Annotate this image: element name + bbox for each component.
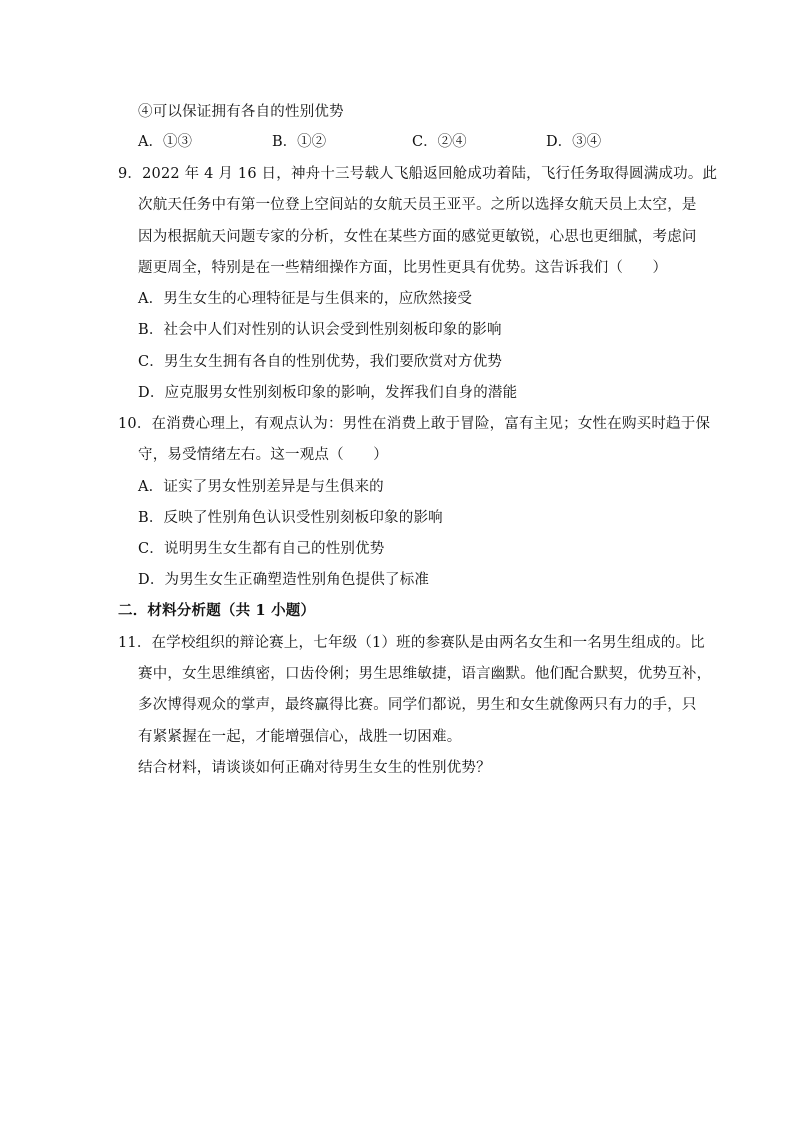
- q8-option-b[interactable]: B．①②: [272, 134, 327, 150]
- q8-option-c[interactable]: C．②④: [412, 134, 467, 150]
- q9-option-c[interactable]: C．男生女生拥有各自的性别优势，我们要欣赏对方优势: [138, 354, 503, 370]
- q8-options: [138, 132, 638, 152]
- section-2-heading: 二．材料分析题（共 1 小题）: [118, 602, 316, 619]
- q10-option-a[interactable]: A．证实了男女性别差异是与生俱来的: [138, 479, 384, 495]
- q9-line-3: 因为根据航天问题专家的分析，女性在某些方面的感觉更敏锐，心思也更细腻，考虑问: [138, 229, 697, 245]
- q11-line-2: 赛中，女生思维缜密，口齿伶俐；男生思维敏捷，语言幽默。他们配合默契，优势互补，: [138, 666, 712, 682]
- q10-option-b[interactable]: B．反映了性别角色认识受性别刻板印象的影响: [138, 510, 443, 526]
- q9-line-1: 9．2022 年 4 月 16 日，神舟十三号载人飞船返回舱成功着陆，飞行任务取得圆满成功。此: [118, 166, 718, 182]
- q10-line-1: 10．在消费心理上，有观点认为：男性在消费上敢于冒险，富有主见；女性在购买时趋于保: [118, 416, 711, 432]
- q9-option-d[interactable]: D．应克服男女性别刻板印象的影响，发挥我们自身的潜能: [138, 385, 518, 401]
- q8-statement-4: ④可以保证拥有各自的性别优势: [138, 104, 344, 120]
- q9-line-2: 次航天任务中有第一位登上空间站的女航天员王亚平。之所以选择女航天员上太空，是: [138, 197, 697, 213]
- q8-option-a[interactable]: A．①③: [138, 134, 192, 150]
- q9-option-b[interactable]: B．社会中人们对性别的认识会受到性别刻板印象的影响: [138, 322, 502, 338]
- q9-line-4: 题更周全，特别是在一些精细操作方面，比男性更具有优势。这告诉我们（ ）: [138, 260, 668, 276]
- q10-line-2: 守，易受情绪左右。这一观点（ ）: [138, 447, 388, 463]
- q11-line-1: 11．在学校组织的辩论赛上，七年级（1）班的参赛队是由两名女生和一名男生组成的。比: [118, 635, 705, 651]
- q11-line-4: 有紧紧握在一起，才能增强信心，战胜一切困难。: [138, 729, 462, 745]
- q11-question: 结合材料，请谈谈如何正确对待男生女生的性别优势？: [138, 760, 491, 776]
- q11-line-3: 多次博得观众的掌声，最终赢得比赛。同学们都说，男生和女生就像两只有力的手，只: [138, 697, 697, 713]
- q8-option-d[interactable]: D．③④: [546, 134, 602, 150]
- q10-option-c[interactable]: C．说明男生女生都有自己的性别优势: [138, 541, 385, 557]
- q9-option-a[interactable]: A．男生女生的心理特征是与生俱来的，应欣然接受: [138, 291, 473, 307]
- q10-option-d[interactable]: D．为男生女生正确塑造性别角色提供了标准: [138, 572, 430, 588]
